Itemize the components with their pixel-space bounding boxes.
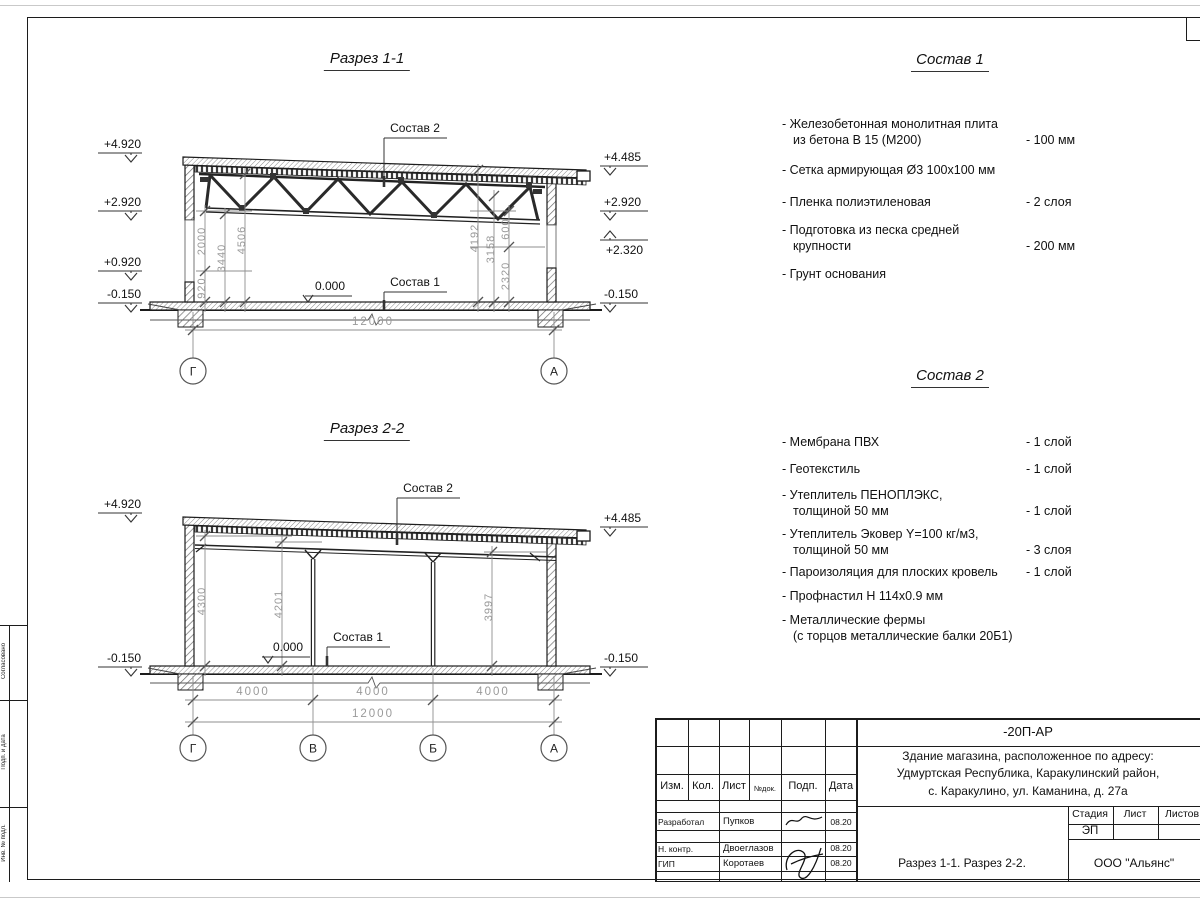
list-item	[782, 526, 1118, 558]
dim-text: 2000	[196, 226, 208, 256]
elevation-text: +0.920	[103, 255, 141, 269]
section-2-drawing	[140, 517, 602, 690]
doc-code: -20П-АР	[1003, 724, 1053, 739]
stage-header: Стадия	[1072, 808, 1108, 820]
list-item	[782, 222, 1118, 254]
elevation-text: +2.920	[103, 195, 141, 209]
item-text: - Пленка полиэтиленовая	[782, 195, 931, 209]
item-text: - Грунт основания	[782, 267, 887, 281]
dim-text: 3440	[216, 243, 228, 273]
list-item	[782, 266, 1118, 282]
col-header-kol: Кол.	[692, 780, 714, 792]
list-item	[782, 588, 1118, 604]
section-1-drawing	[140, 157, 602, 327]
elevation-text: +4.485	[604, 511, 642, 525]
elevation-text: -0.150	[106, 651, 141, 665]
dim-text: 4000	[356, 686, 390, 698]
dim-text-span: 12000	[352, 316, 394, 328]
dim-text: 2320	[500, 261, 512, 291]
item-value: - 1 слой	[1026, 462, 1072, 476]
person-name: Коротаев	[723, 858, 765, 869]
sostav2-leader-label: Состав 2	[390, 121, 440, 135]
dim-text: 920	[196, 277, 208, 299]
frame-attribute-label: Инв. № подл.	[1, 824, 7, 862]
axis-bubble-label: Г	[189, 741, 197, 756]
project-address-line3: с. Каракулино, ул. Каманина, д. 27а	[928, 784, 1128, 798]
dim-text: 4201	[273, 589, 285, 619]
dim-text: 4192	[469, 223, 481, 253]
sostav-2-list	[782, 368, 1118, 644]
person-name: Пупков	[723, 816, 755, 827]
sostav-1-title	[782, 52, 1118, 72]
item-text: - Профнастил Н 114х0.9 мм	[782, 589, 944, 603]
role-label: Н. контр.	[658, 844, 694, 854]
col-header-data: Дата	[828, 780, 854, 792]
item-text: - Железобетонная монолитная плита	[782, 117, 998, 131]
person-name: Двоеглазов	[723, 843, 774, 854]
sheets-header: Листов	[1164, 808, 1200, 820]
item-value: - 1 слой	[1026, 504, 1072, 518]
role-label: Разработал	[658, 817, 705, 827]
item-text: из бетона В 15 (М200)	[793, 133, 922, 147]
col-header-ndok: №док.	[754, 784, 776, 793]
item-value: - 1 слой	[1026, 565, 1072, 579]
item-value: - 3 слоя	[1026, 543, 1072, 557]
item-text: толщиной 50 мм	[793, 543, 889, 557]
elevation-text: -0.150	[604, 651, 639, 665]
item-text: - Пароизоляция для плоских кровель	[782, 565, 998, 579]
item-text: - Подготовка из песка средней	[782, 223, 960, 237]
list-item	[782, 116, 1118, 148]
section-1-axes	[180, 358, 567, 384]
elevation-text: -0.150	[106, 287, 141, 301]
list-item	[782, 162, 1118, 178]
elevation-text: +4.485	[604, 150, 642, 164]
project-address-line1: Здание магазина, расположенное по адресу:	[902, 749, 1154, 763]
section-2-span-texts	[236, 686, 510, 720]
stage-value: ЭП	[1081, 825, 1099, 837]
dim-text: 4506	[236, 225, 248, 255]
dim-text: 600	[500, 218, 512, 240]
elevation-text: +4.920	[103, 497, 141, 511]
sostav2-leader-label: Состав 2	[403, 481, 453, 495]
date-value: 08.20	[830, 858, 852, 868]
company-name: ООО "Альянс"	[1093, 856, 1175, 870]
frame-attribute-label: Подп. и дата	[1, 734, 7, 770]
item-text: - Сетка армирующая Ø3 100х100 мм	[782, 163, 996, 177]
list-item	[782, 612, 1118, 644]
dim-text: 4000	[236, 686, 270, 698]
elevation-text: +2.320	[606, 243, 644, 257]
item-text: - Мембрана ПВХ	[782, 435, 880, 449]
col-header-list: Лист	[722, 780, 746, 792]
dim-text: 4000	[476, 686, 510, 698]
axis-bubble-label: Б	[429, 741, 437, 756]
list-item	[782, 487, 1118, 519]
signature-glyph	[781, 840, 827, 882]
dim-text: 3158	[485, 234, 497, 264]
role-label: ГИП	[658, 859, 675, 869]
elevation-text: -0.150	[604, 287, 639, 301]
sostav-1-list	[782, 52, 1118, 282]
list-item	[782, 564, 1118, 580]
list-item	[782, 461, 1118, 477]
sostav-2-title-text: Состав 2	[911, 368, 989, 388]
sostav1-leader-label: Состав 1	[333, 630, 383, 644]
item-text: - Утеплитель Эковер Y=100 кг/м3,	[782, 527, 979, 541]
section-1-elevation-texts-left	[104, 137, 141, 301]
list-item	[782, 434, 1118, 450]
item-text: крупности	[793, 239, 852, 253]
axis-bubble-label: А	[549, 364, 559, 379]
item-text: - Металлические фермы	[782, 613, 926, 627]
title-block	[655, 718, 1200, 882]
axis-bubble-label: А	[549, 741, 559, 756]
zero-level-label: 0.000	[272, 640, 304, 654]
item-text: - Утеплитель ПЕНОПЛЭКС,	[782, 488, 943, 502]
dim-text: 4300	[196, 586, 208, 616]
section-1-elevation-texts-right	[604, 150, 643, 301]
sostav-2-title	[782, 368, 1118, 388]
zero-level-label: 0.000	[314, 279, 346, 293]
dim-text-span: 12000	[352, 708, 394, 720]
elevation-text: +2.920	[604, 195, 642, 209]
project-address-line2: Удмуртская Республика, Каракулинский район,	[896, 766, 1160, 780]
item-value: - 1 слой	[1026, 435, 1072, 449]
item-text: (с торцов металлические балки 20Б1)	[793, 629, 1013, 643]
section-2-axes	[180, 735, 567, 761]
frame-attribute-label: Согласовано	[1, 642, 7, 680]
col-header-izm: Изм.	[660, 780, 684, 792]
item-value: - 2 слоя	[1026, 195, 1072, 209]
section-2-dim-texts	[196, 587, 495, 621]
item-value: - 200 мм	[1026, 239, 1076, 253]
dim-text: 3997	[483, 592, 495, 622]
sostav1-leader-label: Состав 1	[390, 275, 440, 289]
section-2-title: Разрез 2-2	[324, 420, 410, 441]
signature-glyph	[783, 813, 825, 829]
sheet-header: Лист	[1123, 808, 1147, 820]
axis-bubble-label: Г	[189, 364, 197, 379]
axis-bubble-label: В	[308, 741, 318, 756]
sheet-title: Разрез 1-1. Разрез 2-2.	[898, 856, 1026, 870]
date-value: 08.20	[830, 843, 852, 853]
item-value: - 100 мм	[1026, 133, 1076, 147]
section-1-dim-texts	[196, 218, 512, 298]
sostav-1-title-text: Состав 1	[911, 52, 989, 72]
list-item	[782, 194, 1118, 210]
item-text: толщиной 50 мм	[793, 504, 889, 518]
col-header-podp: Подп.	[788, 780, 818, 792]
item-text: - Геотекстиль	[782, 462, 861, 476]
date-value: 08.20	[830, 817, 852, 827]
section-2-bottom-dims	[185, 668, 562, 735]
elevation-text: +4.920	[103, 137, 141, 151]
section-1-title: Разрез 1-1	[324, 50, 410, 71]
